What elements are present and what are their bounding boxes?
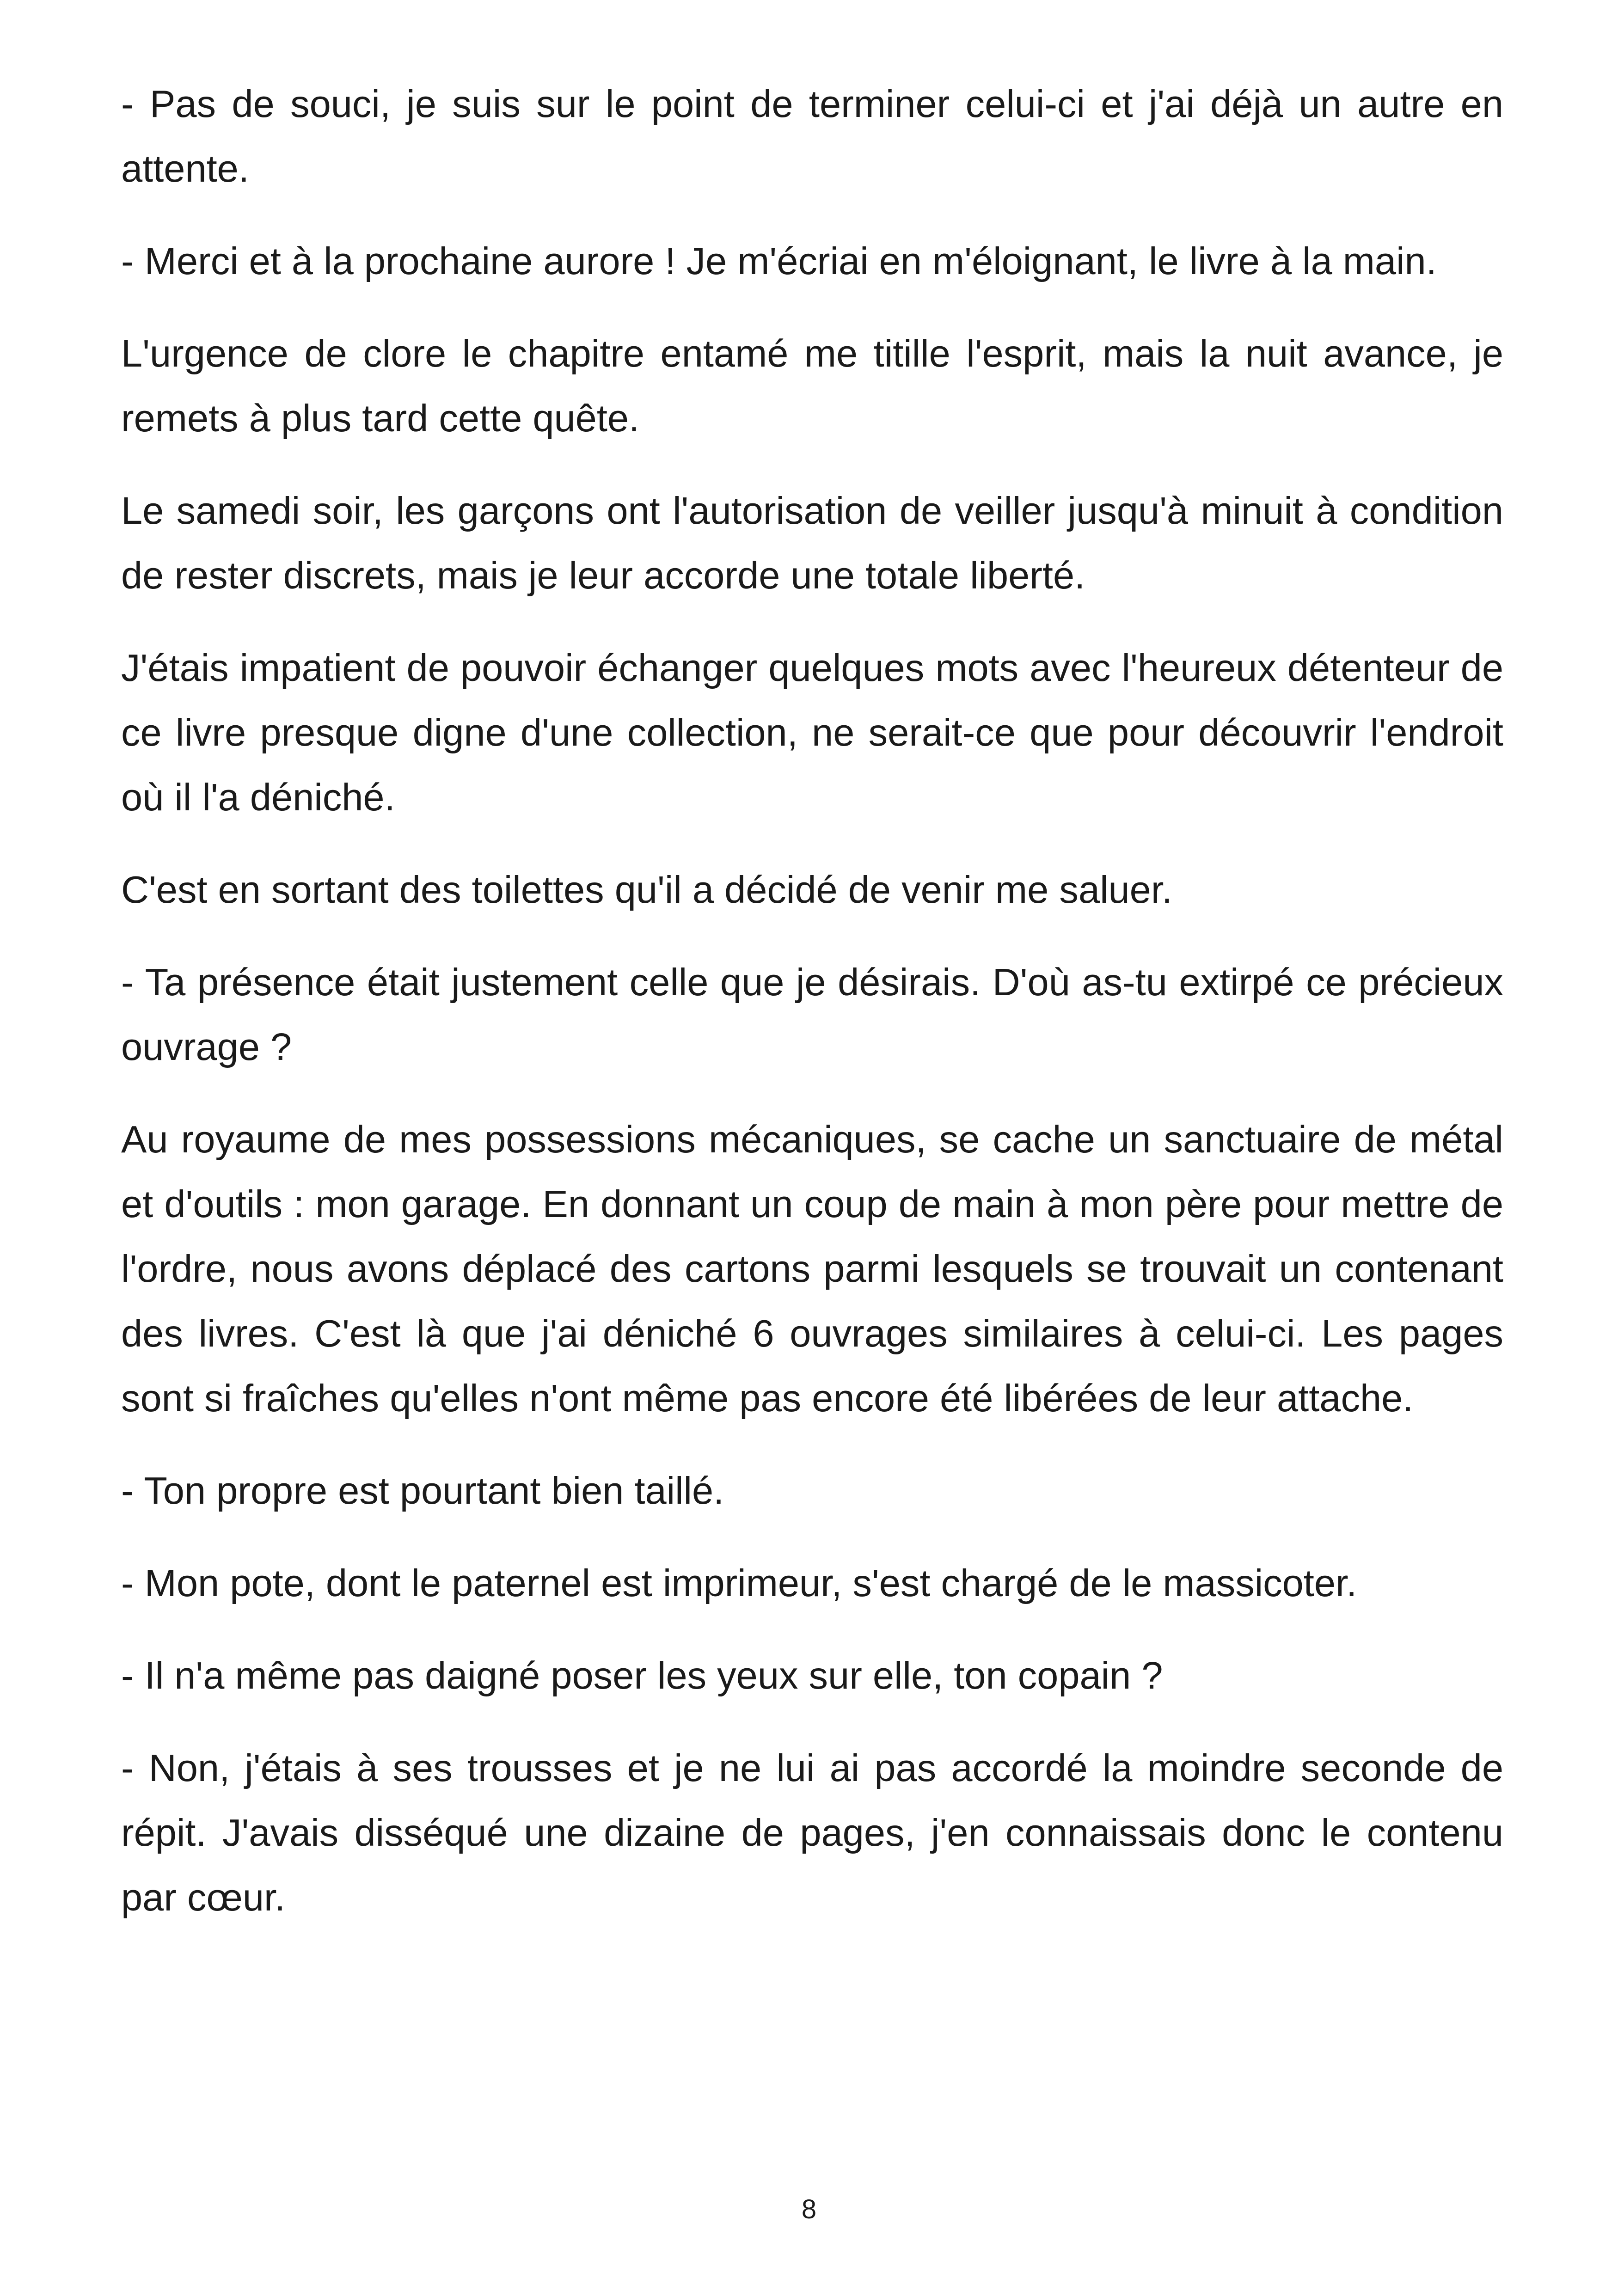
paragraph-6: C'est en sortant des toilettes qu'il a décidé de venir me saluer. [121, 868, 1172, 911]
paragraph-5: J'étais impatient de pouvoir échanger quelques mots avec l'heureux détenteur de ce livre presque digne d'une collection, ne serait-ce que pour découvrir l'endroit où il l'a déniché. [121, 646, 1503, 819]
paragraph-9: - Ton propre est pourtant bien taillé. [121, 1469, 724, 1512]
paragraph-12: - Non, j'étais à ses trousses et je ne lui ai pas accordé la moindre seconde de répit. J'avais disséqué une dizaine de pages, j'en connaissais donc le contenu par cœur. [121, 1746, 1503, 1919]
paragraph-4: Le samedi soir, les garçons ont l'autorisation de veiller jusqu'à minuit à condition de rester discrets, mais je leur accorde une totale liberté. [121, 489, 1503, 597]
paragraph-3: L'urgence de clore le chapitre entamé me titille l'esprit, mais la nuit avance, je remets à plus tard cette quête. [121, 332, 1503, 440]
paragraph-11: - Il n'a même pas daigné poser les yeux sur elle, ton copain ? [121, 1654, 1163, 1697]
paragraph-10: - Mon pote, dont le paternel est imprimeur, s'est chargé de le massicoter. [121, 1561, 1357, 1604]
paragraph-7: - Ta présence était justement celle que je désirais. D'où as-tu extirpé ce précieux ouvrage ? [121, 961, 1503, 1068]
body-text [121, 72, 1503, 1958]
page-number: 8 [801, 2194, 817, 2224]
paragraph-8: Au royaume de mes possessions mécaniques, se cache un sanctuaire de métal et d'outils : mon garage. En donnant un coup de main à mon père pour mettre de l'ordre, nous avons déplacé des cartons parmi lesquels se trouvait un contenant des livres. C'est là que j'ai déniché 6 ouvrages similaires à celui-ci. Les pages sont si fraîches qu'elles n'ont même pas encore été libérées de leur attache. [121, 1118, 1503, 1420]
paragraph-1: - Pas de souci, je suis sur le point de terminer celui-ci et j'ai déjà un autre en attente. [121, 82, 1503, 190]
paragraph-2: - Merci et à la prochaine aurore ! Je m'écriai en m'éloignant, le livre à la main. [121, 239, 1437, 282]
